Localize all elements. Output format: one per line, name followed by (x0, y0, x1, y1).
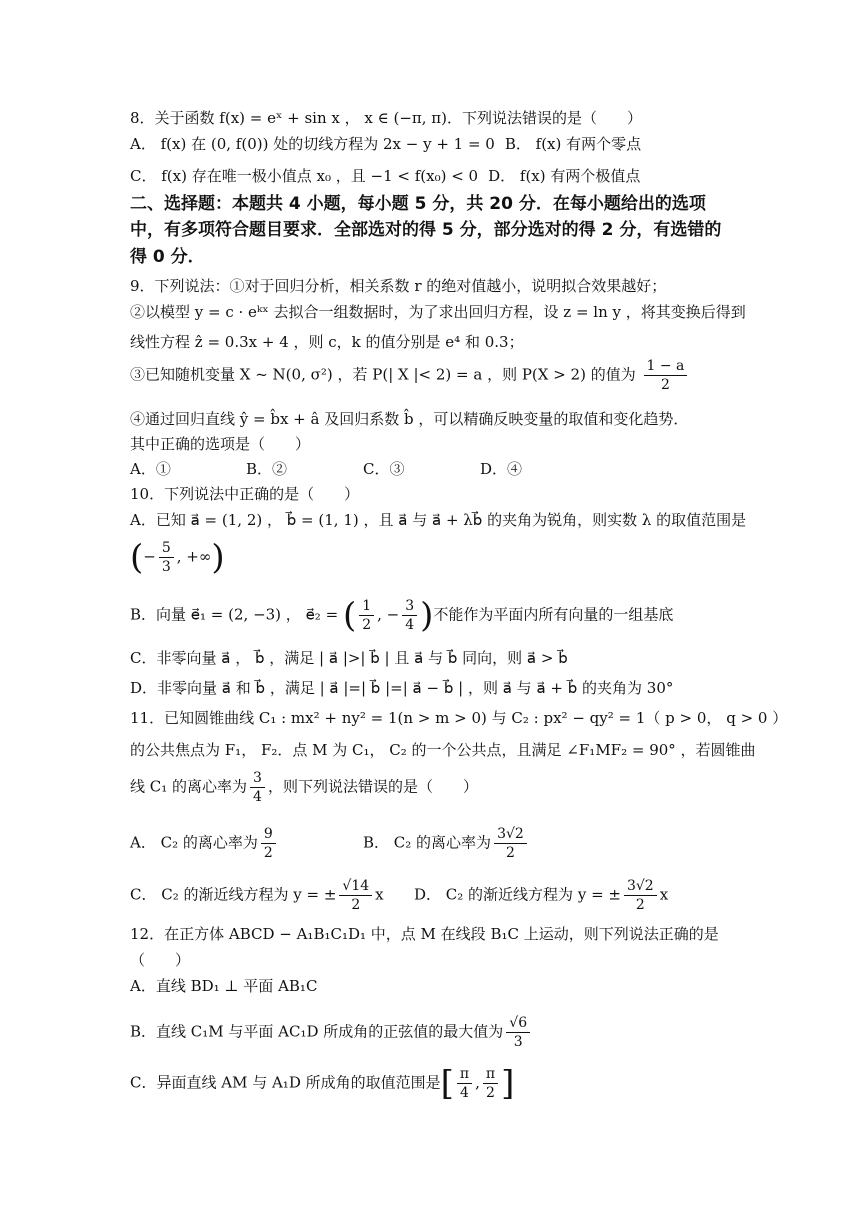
q11-line3-tail: ，则下列说法错误的是（ ） (267, 777, 478, 796)
q10-a-fraction (159, 540, 174, 575)
q11-d-denominator: 2 (635, 897, 645, 913)
q8-option-c: C． f(x) 存在唯一极小值点 x₀ ，且 −1 < f(x₀) < 0 (130, 167, 479, 185)
q10-option-c: C．非零向量 a⃗ ， b⃗ ，满足 | a⃗ |>| b⃗ | 且 a⃗ 与 b⃗ 同向，则 a⃗ > b⃗ (130, 649, 568, 667)
q10-stem: 10．下列说法中正确的是（ ） (130, 485, 360, 503)
q8-options-cd (130, 166, 640, 186)
q11-b-text: B． C₂ 的离心率为 (363, 833, 492, 852)
q12-c-fraction-1-numerator: π (457, 1066, 472, 1084)
q9-line5: ④通过回归直线 ŷ = b̂x + â 及回归系数 b̂ ，可以精确反映变量的取值和变化趋势． (130, 410, 689, 428)
right-paren: ) (211, 537, 225, 578)
q11-option-c (130, 878, 384, 913)
q11-b-numerator: 3√2 (494, 826, 527, 844)
q10-a-fraction-denominator: 3 (161, 559, 171, 575)
q8-option-d: D． f(x) 有两个极值点 (488, 167, 641, 185)
q11-d-fraction (624, 878, 657, 913)
section2-heading-line1: 二、选择题：本题共 4 小题，每小题 5 分，共 20 分．在每小题给出的选项 (130, 194, 706, 214)
q11-fraction (250, 770, 265, 805)
q9-line3: 线性方程 ẑ = 0.3x + 4 ，则 c，k 的值分别是 e⁴ 和 0.3； (130, 333, 524, 351)
section2-heading-line3: 得 0 分． (130, 247, 205, 267)
q10-b-fraction-2 (402, 598, 417, 633)
q9-line4 (130, 358, 690, 393)
left-paren: ( (130, 537, 144, 578)
left-bracket: [ (440, 1063, 454, 1104)
q11-c-fraction (339, 878, 372, 913)
q12-c-fraction-1 (457, 1066, 472, 1101)
range-infinity: , +∞ (176, 547, 212, 566)
q11-fraction-numerator: 3 (250, 770, 265, 788)
range-minus: − (143, 547, 156, 566)
q11-line3 (130, 770, 478, 805)
q11-c-tail: x (375, 885, 384, 904)
q11-c-denominator: 2 (351, 897, 361, 913)
q9-fraction-denominator: 2 (661, 377, 670, 393)
q9-fraction-numerator: 1 − a (644, 358, 688, 376)
q11-c-numerator: √14 (339, 878, 372, 896)
q9-option-a: A．① (130, 460, 171, 478)
q12-option-c (130, 1063, 515, 1104)
q11-b-denominator: 2 (505, 845, 515, 861)
q9-fraction (644, 358, 688, 393)
q11-line1: 11．已知圆锥曲线 C₁ : mx² + ny² = 1(n > m > 0) 与 C₂ : px² − qy² = 1（ p > 0， q > 0 ） (130, 709, 788, 727)
q8-options-ab (130, 134, 641, 154)
q11-a-fraction (261, 826, 276, 861)
q11-c-text: C． C₂ 的渐近线方程为 y = ± (130, 885, 337, 904)
q11-d-numerator: 3√2 (624, 878, 657, 896)
q9-option-c: C．③ (363, 460, 405, 478)
q11-d-tail: x (659, 885, 669, 904)
q12-b-text: B．直线 C₁M 与平面 AC₁D 所成角的正弦值的最大值为 (130, 1022, 504, 1041)
q10-option-d: D．非零向量 a⃗ 和 b⃗ ，满足 | a⃗ |=| b⃗ |=| a⃗ − b⃗ | ，则 a⃗ 与 a⃗ + b⃗ 的夹角为 30° (130, 679, 674, 697)
q9-line1: 9．下列说法：①对于回归分析，相关系数 r 的绝对值越小，说明拟合效果越好； (130, 277, 667, 295)
q10-option-b (130, 595, 674, 636)
q12-option-a: A．直线 BD₁ ⊥ 平面 AB₁C (130, 977, 318, 995)
section2-heading-line2: 中，有多项符合题目要求．全部选对的得 5 分，部分选对的得 2 分，有选错的 (130, 220, 722, 240)
right-bracket: ] (501, 1063, 515, 1104)
q11-option-d (414, 878, 668, 913)
q10-b-separator: , − (377, 605, 400, 624)
q10-b-text: B．向量 e⃗₁ = (2, −3) ， e⃗₂ = (130, 605, 339, 624)
q11-a-denominator: 2 (263, 845, 273, 861)
q11-line2: 的公共焦点为 F₁， F₂．点 M 为 C₁， C₂ 的一个公共点，且满足 ∠F₁MF₂ = 90° ，若圆锥曲 (130, 741, 756, 759)
q12-option-b (130, 1015, 533, 1050)
q12-line1: 12．在正方体 ABCD − A₁B₁C₁D₁ 中，点 M 在线段 B₁C 上运动，则下列说法正确的是 (130, 925, 719, 943)
q12-c-fraction-2 (483, 1066, 498, 1101)
q12-line2: （ ） (130, 951, 191, 969)
q10-option-a: A．已知 a⃗ = (1, 2) ， b⃗ = (1, 1) ，且 a⃗ 与 a⃗ + λb⃗ 的夹角为锐角，则实数 λ 的取值范围是 (130, 511, 747, 529)
q10-b-tail: 不能作为平面内所有向量的一组基底 (433, 605, 674, 624)
q10-b-fraction-2-numerator: 3 (402, 598, 417, 616)
q10-b-fraction-1-denominator: 2 (362, 617, 372, 633)
q12-c-fraction-2-numerator: π (483, 1066, 498, 1084)
q11-d-text: D． C₂ 的渐近线方程为 y = ± (414, 885, 621, 904)
q12-b-fraction (506, 1015, 530, 1050)
q11-b-fraction (494, 826, 527, 861)
q10-b-fraction-1 (359, 598, 374, 633)
q11-line3-text: 线 C₁ 的离心率为 (130, 777, 248, 796)
q10-b-fraction-2-denominator: 4 (405, 617, 415, 633)
q12-c-text: C．异面直线 AM 与 A₁D 所成角的取值范围是 (130, 1073, 441, 1092)
q8-stem: 8．关于函数 f(x) = eˣ + sin x ， x ∈ (−π, π)．下列说法错误的是（ ） (130, 109, 643, 127)
left-paren: ( (342, 595, 357, 636)
q11-fraction-denominator: 4 (253, 789, 262, 805)
q9-line4-text: ③已知随机变量 X ~ N(0, σ²) ，若 P(| X |< 2) = a ，则 P(X > 2) 的值为 (130, 365, 636, 384)
q12-c-fraction-1-denominator: 4 (460, 1085, 469, 1101)
right-paren: ) (420, 595, 434, 636)
q10-a-fraction-numerator: 5 (159, 540, 174, 558)
q9-option-b: B．② (246, 460, 288, 478)
q8-option-a: A． f(x) 在 (0, f(0)) 处的切线方程为 2x − y + 1 = 0 (130, 135, 495, 153)
q8-option-b: B． f(x) 有两个零点 (504, 135, 642, 153)
q12-c-fraction-2-denominator: 2 (486, 1085, 495, 1101)
q10-b-fraction-1-numerator: 1 (359, 598, 374, 616)
q11-a-text: A． C₂ 的离心率为 (130, 833, 258, 852)
q9-option-d: D．④ (480, 460, 523, 478)
q11-option-a (130, 826, 279, 861)
q11-option-b (363, 826, 530, 861)
q12-b-numerator: √6 (506, 1015, 530, 1033)
q9-line2: ②以模型 y = c · eᵏˣ 去拟合一组数据时，为了求出回归方程，设 z = ln y ，将其变换后得到 (130, 303, 746, 321)
q9-line6: 其中正确的选项是（ ） (130, 435, 311, 453)
q12-b-denominator: 3 (513, 1034, 523, 1050)
q10-option-a-range (130, 537, 225, 578)
q12-c-comma: , (475, 1073, 480, 1092)
q11-a-numerator: 9 (261, 826, 276, 844)
